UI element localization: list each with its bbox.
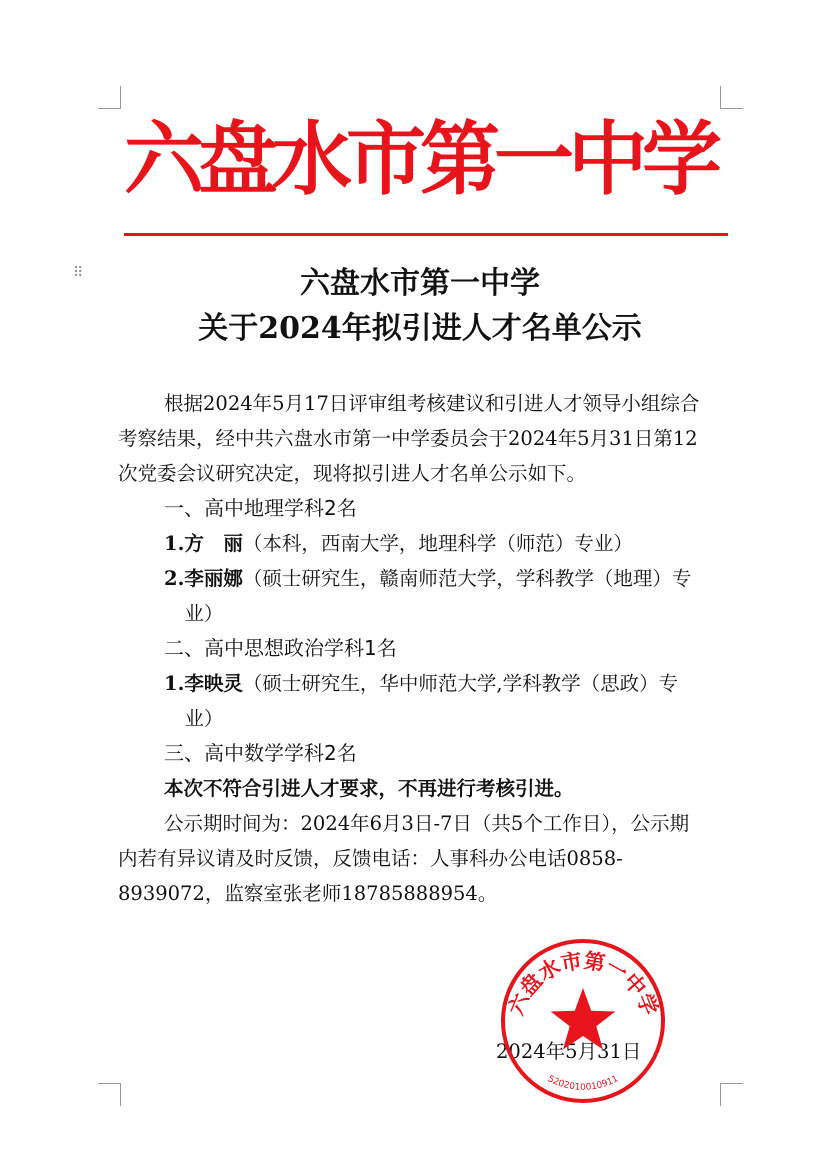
crop-mark-top-right	[720, 86, 743, 109]
section-note: 本次不符合引进人才要求，不再进行考核引进。	[164, 777, 574, 800]
official-seal	[498, 936, 668, 1106]
section-heading: 二、高中思想政治学科1名	[164, 636, 397, 660]
person-name: 李丽娜	[184, 567, 243, 590]
list-item	[118, 666, 702, 736]
seal-code: 5202010010911	[545, 1074, 621, 1093]
list-item	[118, 526, 702, 561]
item-number: 1.	[164, 532, 185, 555]
item-number: 1.	[164, 672, 185, 695]
item-number: 2.	[164, 567, 185, 590]
person-name: 李映灵	[184, 672, 243, 695]
crop-mark-bottom-right	[720, 1083, 743, 1106]
drag-handle-icon[interactable]: ⠿	[73, 265, 84, 281]
document-title-line-2: 关于2024年拟引进人才名单公示	[198, 311, 642, 346]
section-heading: 三、高中数学学科2名	[164, 741, 357, 765]
notice-paragraph: 公示期时间为：2024年6月3日-7日（共5个工作日），公示期内若有异议请及时反馈，反馈电话：人事科办公电话0858-8939072，监察室张老师18785888954。	[118, 812, 690, 905]
masthead-divider	[124, 233, 728, 236]
crop-mark-bottom-left	[98, 1083, 121, 1106]
seal-star-icon	[551, 988, 616, 1050]
section-heading: 一、高中地理学科2名	[164, 496, 357, 520]
crop-mark-top-left	[98, 86, 121, 109]
masthead: 六盘水市第一中学	[124, 113, 716, 206]
person-name: 方 丽	[184, 532, 243, 555]
person-detail: （硕士研究生，华中师范大学,学科教学（思政）专业）	[184, 672, 679, 730]
issue-date: 2024年5月31日	[496, 1040, 642, 1063]
intro-paragraph: 根据2024年5月17日评审组考核建议和引进人才领导小组综合考察结果，经中共六盘水市第一中学委员会于2024年5月31日第12次党委会议研究决定，现将拟引进人才名单公示如下。	[118, 392, 700, 485]
document-body	[118, 386, 702, 911]
seal-text: 六盘水市第一中学	[503, 948, 663, 1019]
list-item	[118, 561, 702, 631]
person-detail: （本科，西南大学，地理科学（师范）专业）	[242, 532, 633, 555]
document-title-line-1: 六盘水市第一中学	[300, 266, 540, 301]
person-detail: （硕士研究生，赣南师范大学，学科教学（地理）专业）	[184, 567, 692, 625]
